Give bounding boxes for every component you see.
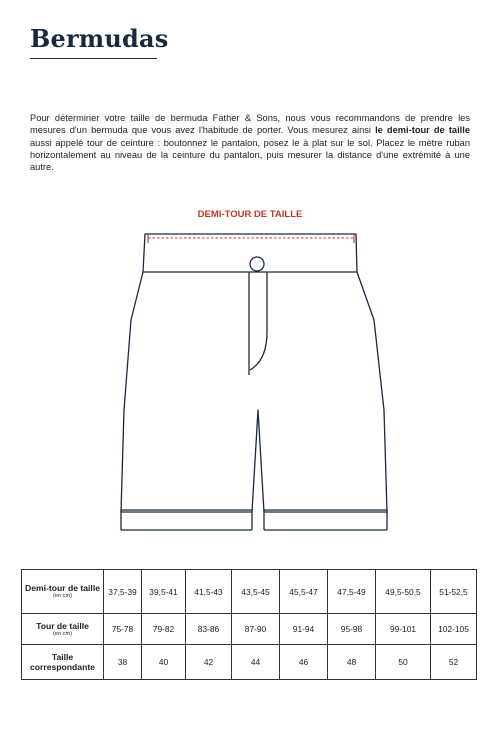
table-cell: 75-78 xyxy=(104,614,142,645)
intro-text: aussi appelé tour de ceinture : boutonnez le pantalon, posez le à plat sur le sol. Placez le mètre ruban horizontalement au niveau de la ceinture du pantalon, puis mesurer la distance d'une extrémité à une autre. xyxy=(30,137,470,173)
row-header-label: Demi-tour de taille xyxy=(25,583,100,593)
intro-text: Pour déterminer votre taille de bermuda Father & Sons, nous vous recommandons de prendre les mesures d'un bermuda que vous avez l'habitude de porter. Vous mesurez ainsi xyxy=(30,113,470,136)
bermuda-outline xyxy=(121,234,387,530)
row-header-label: Tour de taille xyxy=(36,620,89,631)
table-cell: 42 xyxy=(186,645,232,680)
row-header xyxy=(22,570,104,614)
size-table xyxy=(21,569,477,680)
row-header-label: Taille correspondante xyxy=(30,652,95,672)
table-cell: 41,5-43 xyxy=(186,570,232,614)
table-cell: 50 xyxy=(376,645,431,680)
table-cell: 46 xyxy=(280,645,328,680)
table-cell: 51-52,5 xyxy=(431,570,477,614)
table-cell: 87-90 xyxy=(232,614,280,645)
table-cell: 39,5-41 xyxy=(142,570,186,614)
table-row xyxy=(22,570,477,614)
row-header xyxy=(22,645,104,680)
table-cell: 79-82 xyxy=(142,614,186,645)
title-underline xyxy=(30,58,157,59)
table-cell: 49,5-50,5 xyxy=(376,570,431,614)
table-cell: 40 xyxy=(142,645,186,680)
button-icon xyxy=(250,257,264,271)
table-row xyxy=(22,614,477,645)
measure-label: DEMI-TOUR DE TAILLE xyxy=(197,209,303,220)
table-cell: 102-105 xyxy=(431,614,477,645)
table-cell: 83-86 xyxy=(186,614,232,645)
intro-paragraph xyxy=(30,112,470,173)
table-cell: 91-94 xyxy=(280,614,328,645)
row-header-unit: (en cm) xyxy=(53,593,72,599)
table-cell: 48 xyxy=(328,645,376,680)
row-header xyxy=(22,614,104,645)
bermuda-figure xyxy=(0,200,500,550)
table-cell: 38 xyxy=(104,645,142,680)
intro-emphasis: le demi-tour de taille xyxy=(375,125,471,136)
table-cell: 37,5-39 xyxy=(104,570,142,614)
table-cell: 47,5-49 xyxy=(328,570,376,614)
row-header-unit: (en cm) xyxy=(53,630,72,637)
page-title: Bermudas xyxy=(30,24,169,53)
table-cell: 45,5-47 xyxy=(280,570,328,614)
table-cell: 52 xyxy=(431,645,477,680)
table-cell: 99-101 xyxy=(376,614,431,645)
table-row xyxy=(22,645,477,680)
table-cell: 44 xyxy=(232,645,280,680)
table-cell: 43,5-45 xyxy=(232,570,280,614)
table-cell: 95-98 xyxy=(328,614,376,645)
